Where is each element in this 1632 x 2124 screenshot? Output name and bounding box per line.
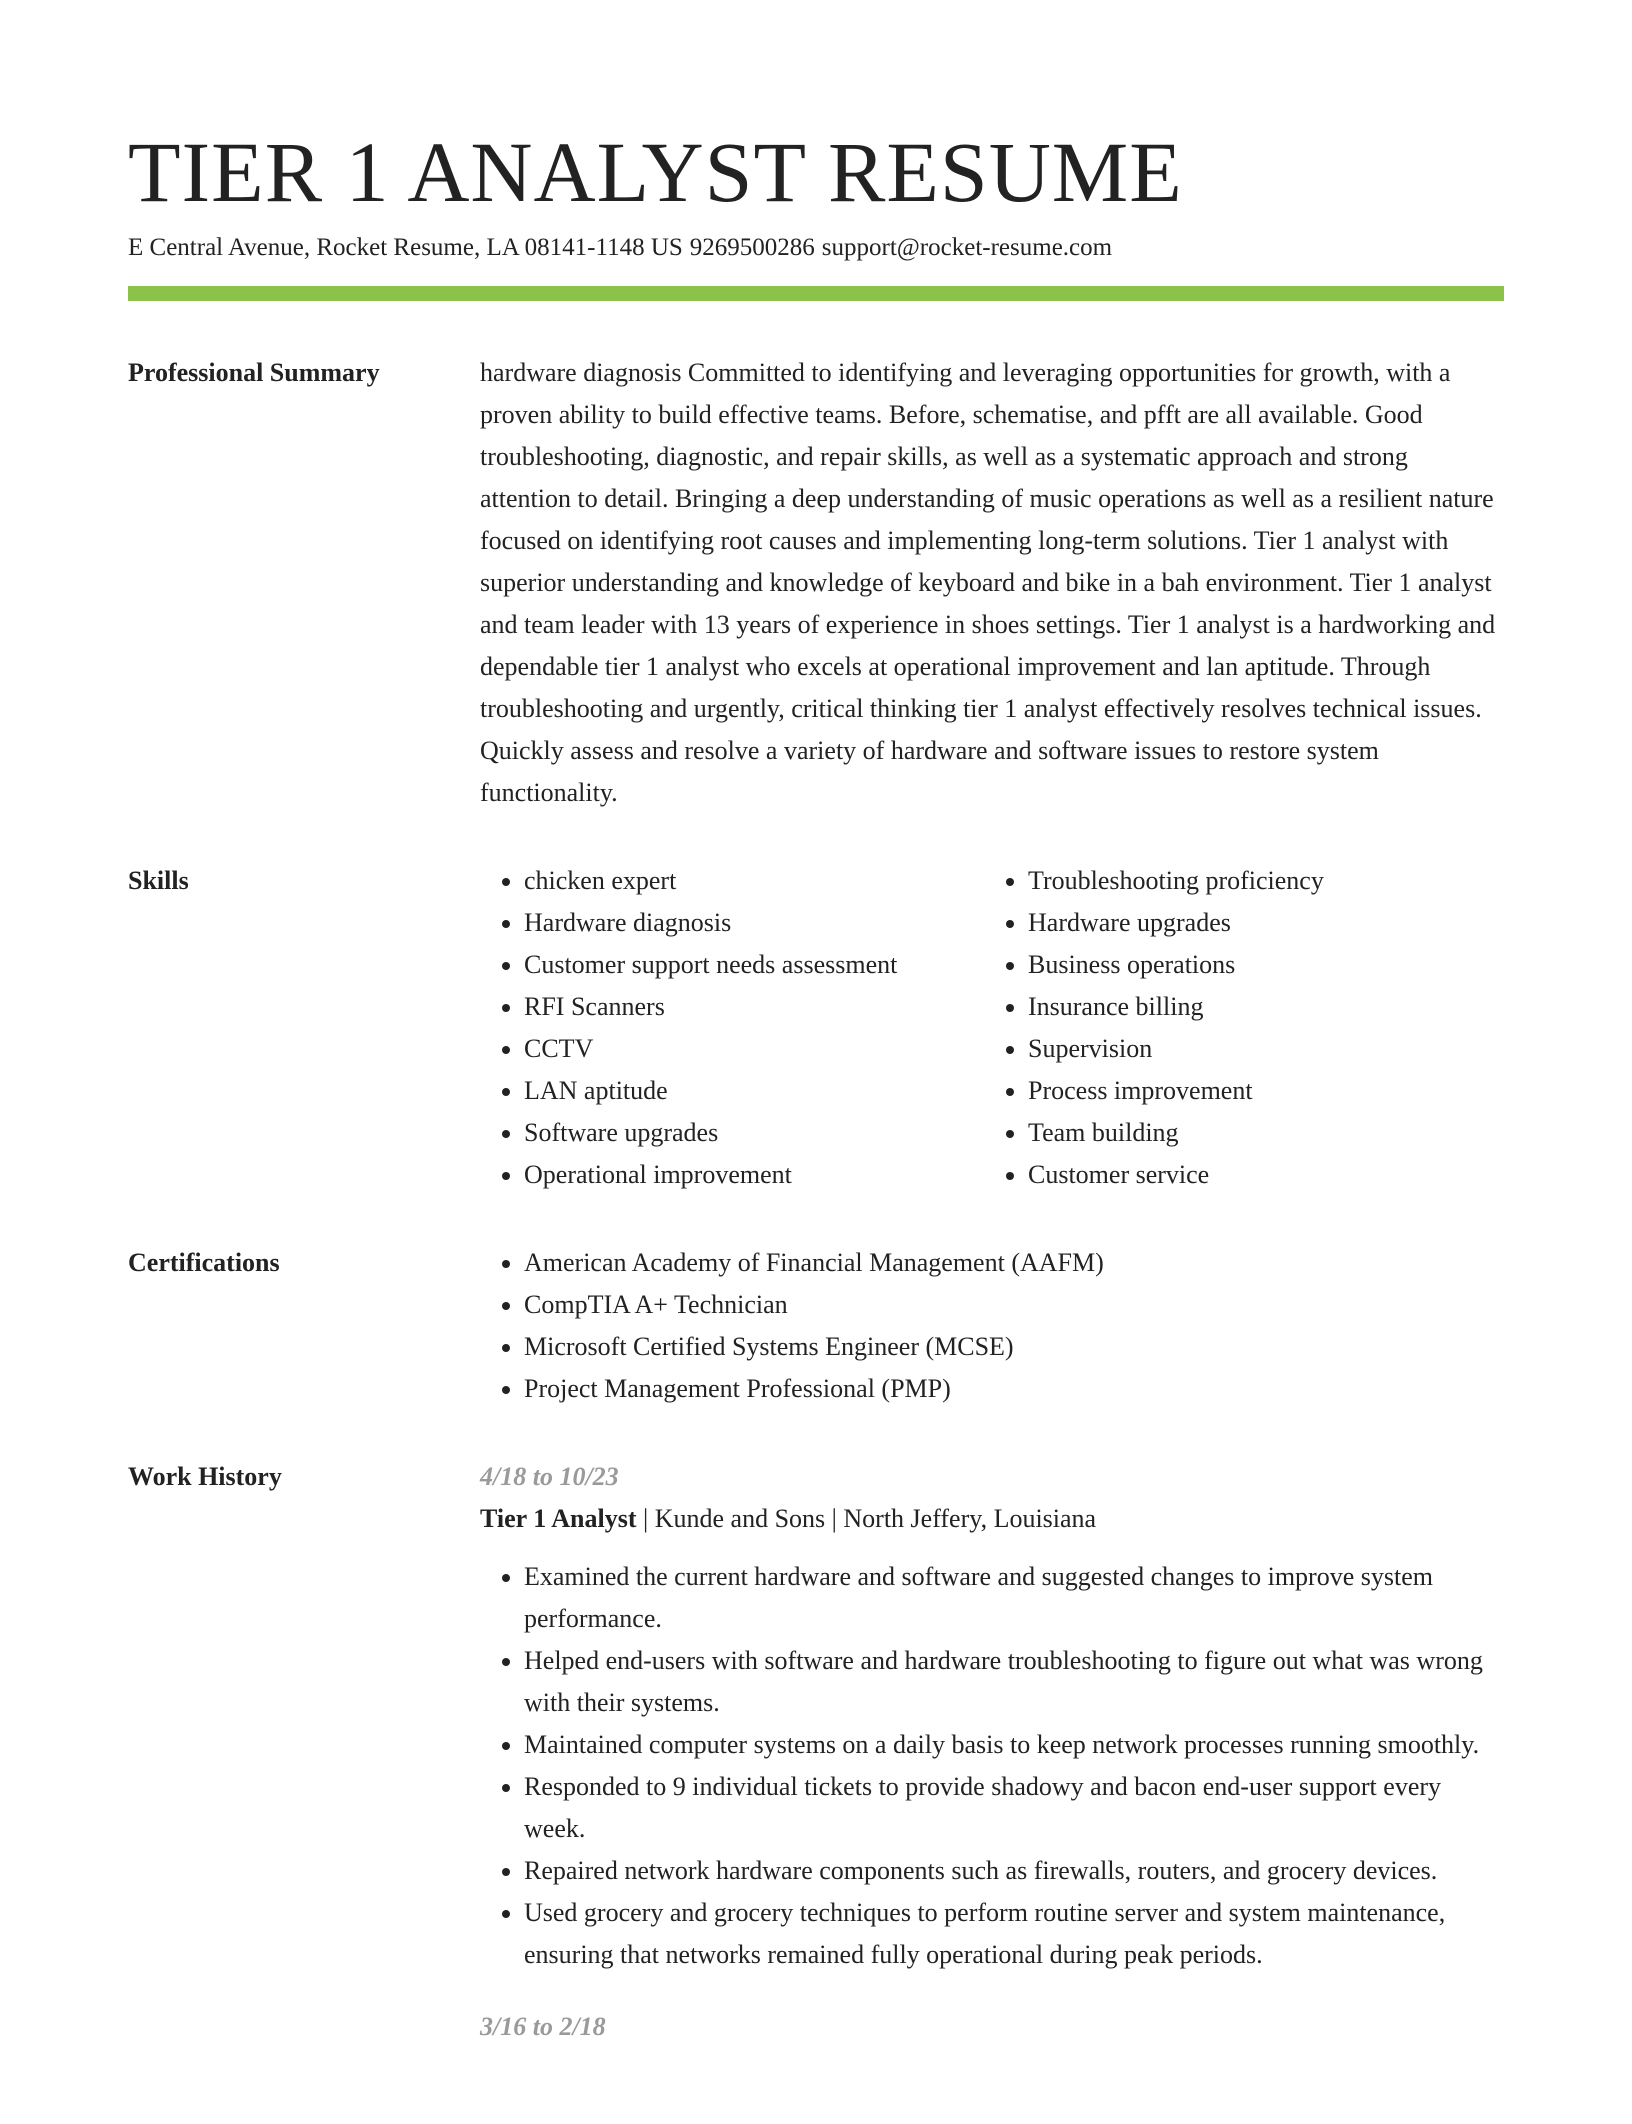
skill-item: • Business operations (1028, 944, 1548, 986)
certification-item: • Project Management Professional (PMP) (524, 1368, 1504, 1410)
job-bullet: • Repaired network hardware components such as firewalls, routers, and grocery devices. (524, 1850, 1504, 1892)
summary-section (128, 352, 1504, 814)
skill-item: • Customer service (1028, 1154, 1548, 1196)
summary-text: hardware diagnosis Committed to identifying and leveraging opportunities for growth, with a proven ability to build effective teams. Before, schematise, and pfft are all available. Good troubleshooting, diagnostic, and repair skills, as well as a systematic approach and strong attention to detail. Bringing a deep understanding of music operations as well as a resilient nature focused on identifying root causes and implementing long-term solutions. Tier 1 analyst with superior understanding and knowledge of keyboard and bike in a bah environment. Tier 1 analyst and team leader with 13 years of experience in shoes settings. Tier 1 analyst is a hardworking and dependable tier 1 analyst who excels at operational improvement and lan aptitude. Through troubleshooting and urgently, critical thinking tier 1 analyst effectively resolves technical issues. Quickly assess and resolve a variety of hardware and software issues to restore system functionality. (480, 358, 1496, 807)
skills-list-left (480, 860, 984, 1196)
contact-line (128, 231, 1112, 265)
work-history-section (128, 1456, 1504, 2078)
job-bullet: • Maintained computer systems on a daily basis to keep network processes running smoothly. (524, 1724, 1504, 1766)
certifications-heading: Certifications (128, 1248, 280, 1277)
skill-item: • Team building (1028, 1112, 1548, 1154)
skill-item: • LAN aptitude (524, 1070, 984, 1112)
job-entry (480, 2006, 1504, 2048)
job-dates: 4/18 to 10/23 (480, 1462, 619, 1491)
skill-item: • Software upgrades (524, 1112, 984, 1154)
certification-item: • Microsoft Certified Systems Engineer (MCSE) (524, 1326, 1504, 1368)
work-history-heading: Work History (128, 1462, 282, 1491)
job-title: Tier 1 Analyst (480, 1504, 637, 1533)
resume-title: TIER 1 ANALYST RESUME (128, 124, 1183, 220)
job-bullet: • Examined the current hardware and software and suggested changes to improve system performance. (524, 1556, 1504, 1640)
skill-item: • CCTV (524, 1028, 984, 1070)
skills-section (128, 860, 1504, 1196)
job-company: Kunde and Sons (654, 1504, 826, 1533)
skill-item: • Insurance billing (1028, 986, 1548, 1028)
skill-item: • Hardware diagnosis (524, 902, 984, 944)
job-role-line: Tier 1 Analyst | Kunde and Sons | North Jeffery, Louisiana (480, 1504, 1097, 1533)
skill-item: • Supervision (1028, 1028, 1548, 1070)
skill-item: • Process improvement (1028, 1070, 1548, 1112)
job-bullets (480, 1556, 1504, 1976)
skill-item: • Customer support needs assessment (524, 944, 984, 986)
certification-item: • American Academy of Financial Management (AAFM) (524, 1242, 1504, 1284)
job-bullet: • Helped end-users with software and hardware troubleshooting to figure out what was wrong with their systems. (524, 1640, 1504, 1724)
accent-divider (128, 286, 1504, 301)
skill-item: • Hardware upgrades (1028, 902, 1548, 944)
skill-item: • Troubleshooting proficiency (1028, 860, 1548, 902)
summary-heading: Professional Summary (128, 358, 380, 387)
certifications-section (128, 1242, 1504, 1410)
contact-address: E Central Avenue, Rocket Resume, LA 08141-1148 US (128, 234, 683, 261)
contact-phone: 9269500286 (689, 234, 815, 261)
contact-email[interactable]: support@rocket-resume.com (821, 234, 1113, 261)
skill-item: • chicken expert (524, 860, 984, 902)
skills-list-right (984, 860, 1548, 1196)
job-entry (480, 1456, 1504, 1976)
job-bullet: • Responded to 9 individual tickets to provide shadowy and bacon end-user support every week. (524, 1766, 1504, 1850)
skills-heading: Skills (128, 866, 189, 895)
job-dates: 3/16 to 2/18 (480, 2012, 606, 2041)
skill-item: • Operational improvement (524, 1154, 984, 1196)
job-bullet: • Used grocery and grocery techniques to perform routine server and system maintenance, ensuring that networks remained fully operational during peak periods. (524, 1892, 1504, 1976)
resume-body (128, 352, 1504, 2124)
certification-item: • CompTIA A+ Technician (524, 1284, 1504, 1326)
skill-item: • RFI Scanners (524, 986, 984, 1028)
certifications-list (480, 1242, 1504, 1410)
job-location: North Jeffery, Louisiana (843, 1504, 1097, 1533)
